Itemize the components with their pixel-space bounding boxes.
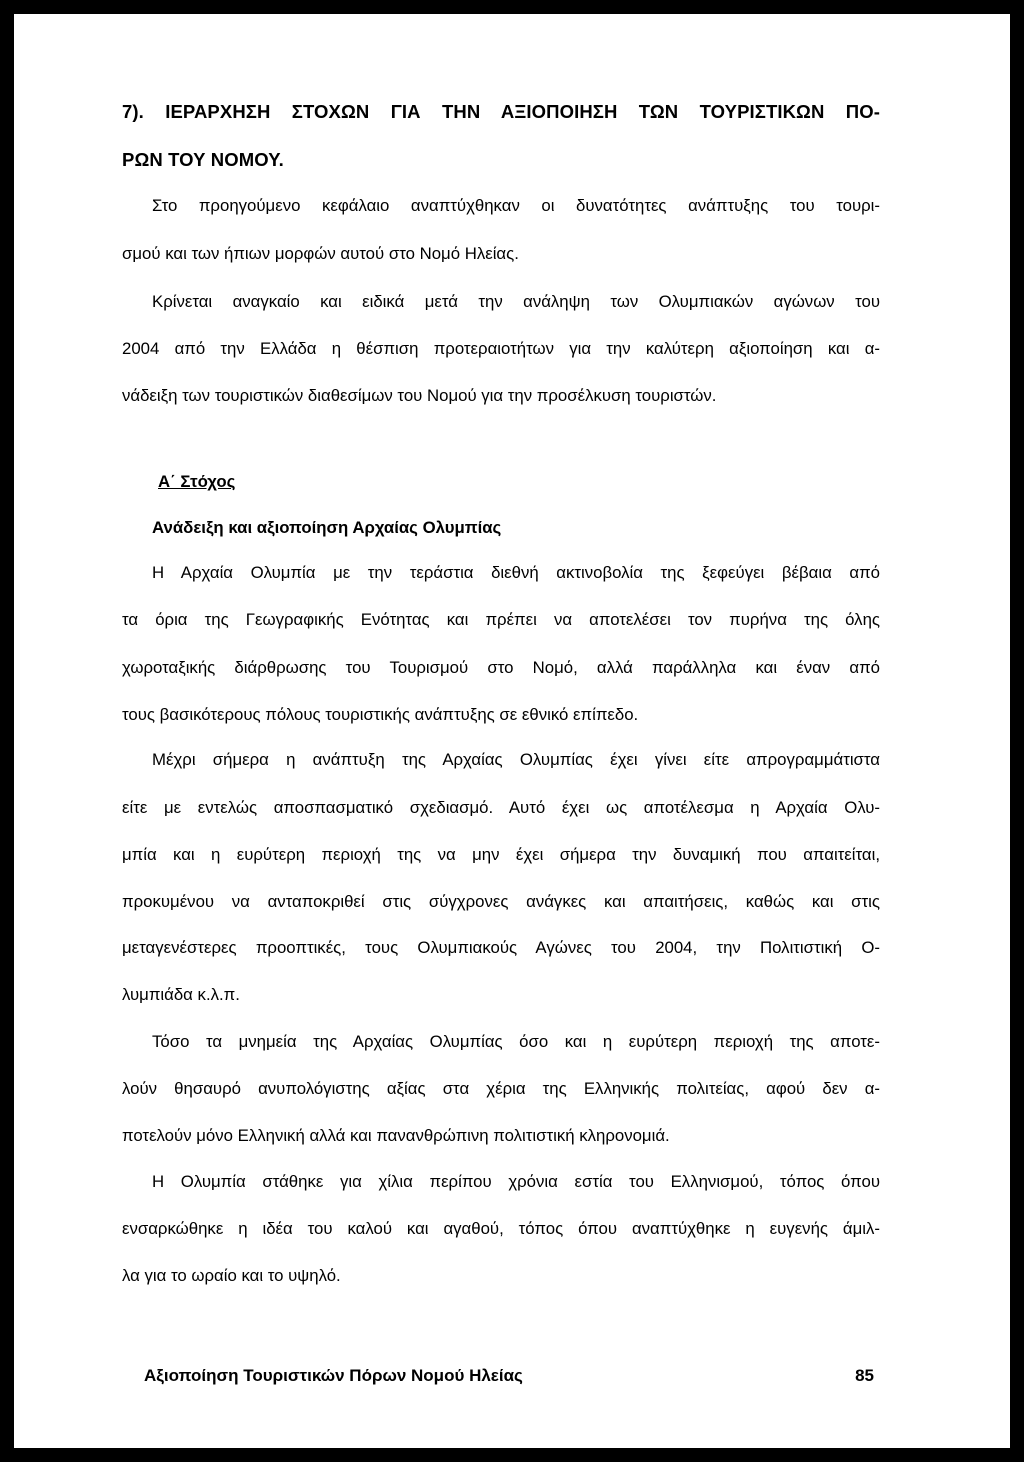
target-a-p3-line-2: λούν θησαυρό ανυπολόγιστης αξίας στα χέρια της Ελληνικής πολιτείας, αφού δεν α- bbox=[122, 1079, 880, 1098]
footer-title: Αξιοποίηση Τουριστικών Πόρων Νομού Ηλείας bbox=[144, 1366, 523, 1385]
target-a-p1-line-1: Η Αρχαία Ολυμπία με την τεράστια διεθνή ακτινοβολία της ξεφεύγει βέβαια από bbox=[152, 563, 880, 582]
target-a-p4-line-2: ενσαρκώθηκε η ιδέα του καλού και αγαθού, τόπος όπου αναπτύχθηκε η ευγενής άμιλ- bbox=[122, 1219, 880, 1238]
intro-p2-line-3: νάδειξη των τουριστικών διαθεσίμων του Νομού για την προσέλκυση τουριστών. bbox=[122, 386, 717, 405]
target-a-p1-line-3: χωροταξικής διάρθρωσης του Τουρισμού στο Νομό, αλλά παράλληλα και έναν από bbox=[122, 658, 880, 677]
target-a-p4-line-3: λα για το ωραίο και το υψηλό. bbox=[122, 1266, 341, 1285]
target-a-p2-line-3: μπία και η ευρύτερη περιοχή της να μην έχει σήμερα την δυναμική που απαιτείται, bbox=[122, 845, 880, 864]
section-heading-line-2: ΡΩΝ ΤΟΥ ΝΟΜΟΥ. bbox=[122, 149, 284, 170]
target-a-p3-line-3: ποτελούν μόνο Ελληνική αλλά και πανανθρώπινη πολιτιστική κληρονομιά. bbox=[122, 1126, 670, 1145]
target-a-p2-line-2: είτε με εντελώς αποσπασματικό σχεδιασμό. Αυτό έχει ως αποτέλεσμα η Αρχαία Ολυ- bbox=[122, 798, 880, 817]
intro-p1-line-1: Στο προηγούμενο κεφάλαιο αναπτύχθηκαν οι δυνατότητες ανάπτυξης του τουρι- bbox=[152, 196, 880, 215]
target-a-p2-line-4: προκυμένου να ανταποκριθεί στις σύγχρονες ανάγκες και απαιτήσεις, καθώς και στις bbox=[122, 892, 880, 911]
section-heading-line-1: 7). ΙΕΡΑΡΧΗΣΗ ΣΤΟΧΩΝ ΓΙΑ ΤΗΝ ΑΞΙΟΠΟΙΗΣΗ ΤΩΝ ΤΟΥΡΙΣΤΙΚΩΝ ΠΟ- bbox=[122, 101, 880, 122]
target-a-p1-line-4: τους βασικότερους πόλους τουριστικής ανάπτυξης σε εθνικό επίπεδο. bbox=[122, 705, 639, 724]
target-a-p4-line-1: Η Ολυμπία στάθηκε για χίλια περίπου χρόνια εστία του Ελληνισμού, τόπος όπου bbox=[152, 1172, 880, 1191]
target-a-title: Α΄ Στόχος bbox=[158, 472, 236, 491]
intro-p2-line-1: Κρίνεται αναγκαίο και ειδικά μετά την ανάληψη των Ολυμπιακών αγώνων του bbox=[152, 292, 880, 311]
target-a-subtitle: Ανάδειξη και αξιοποίηση Αρχαίας Ολυμπίας bbox=[152, 518, 502, 537]
page-number: 85 bbox=[855, 1366, 874, 1385]
target-a-p3-line-1: Τόσο τα μνημεία της Αρχαίας Ολυμπίας όσο και η ευρύτερη περιοχή της αποτε- bbox=[152, 1032, 880, 1051]
target-a-p1-line-2: τα όρια της Γεωγραφικής Ενότητας και πρέπει να αποτελέσει τον πυρήνα της όλης bbox=[122, 610, 880, 629]
target-a-p2-line-1: Μέχρι σήμερα η ανάπτυξη της Αρχαίας Ολυμπίας έχει γίνει είτε απρογραμμάτιστα bbox=[152, 750, 880, 769]
intro-p2-line-2: 2004 από την Ελλάδα η θέσπιση προτεραιοτήτων για την καλύτερη αξιοποίηση και α- bbox=[122, 339, 880, 358]
target-a-p2-line-5: μεταγενέστερες προοπτικές, τους Ολυμπιακούς Αγώνες του 2004, την Πολιτιστική Ο- bbox=[122, 938, 880, 957]
intro-p1-line-2: σμού και των ήπιων μορφών αυτού στο Νομό Ηλείας. bbox=[122, 244, 519, 263]
target-a-p2-line-6: λυμπιάδα κ.λ.π. bbox=[122, 985, 240, 1004]
document-page bbox=[14, 14, 1010, 1448]
